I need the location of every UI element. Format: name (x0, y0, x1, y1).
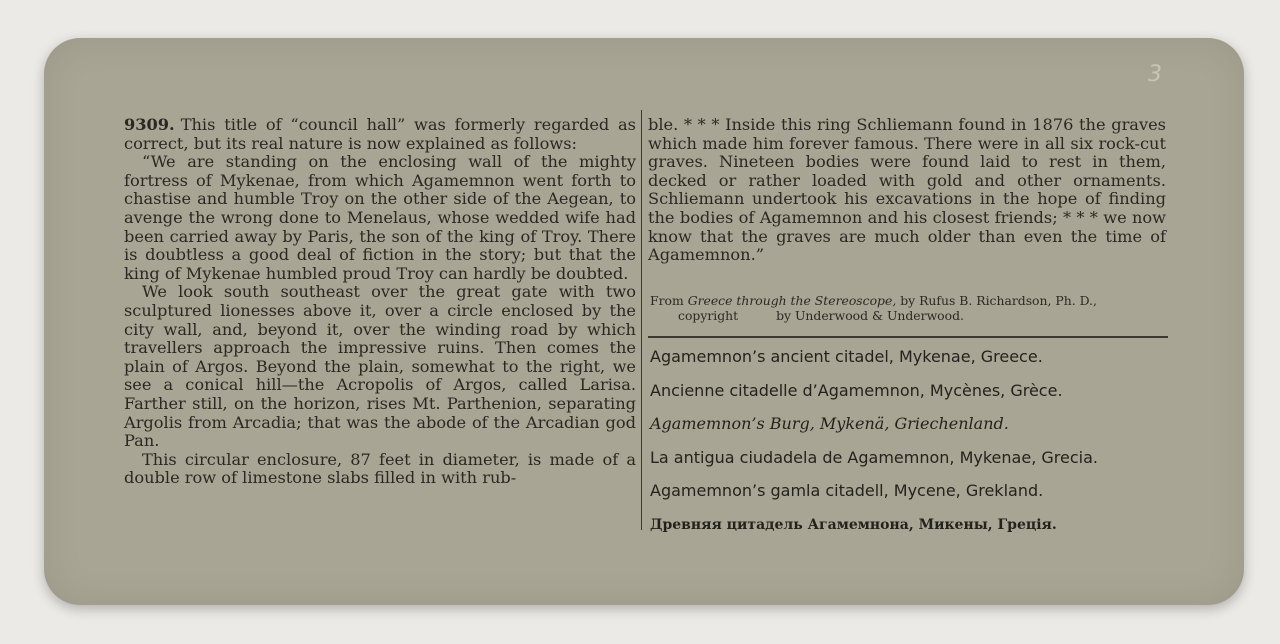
description-right-column (648, 116, 1166, 265)
source-credit (650, 293, 1168, 323)
paragraph-view: We look south southeast over the great gate with two sculptured lionesses above it, over a circle enclosed by the city wall, and, beyond it, over the winding road by which travellers approach the impressive ruins. Then comes the plain of Argos. Beyond the plain, somewhat to the right, we see a conical hill—the Acropolis of Argos, called Larisa. Farther still, on the horizon, rises Mt. Parthenion, separating Argolis from Arcadia; that was the abode of the Arcadian god Pan. (124, 282, 636, 451)
paragraph-graves: ble. * * * Inside this ring Schliemann found in 1876 the graves which made him forever famous. There were in all six rock-cut graves. Nineteen bodies were found laid to rest in them, decked or rather loaded with gold and other ornaments. Schliemann undertook his excavations in the hope of finding the bodies of Agamemnon and his closest friends; * * * we now know that the graves are much older than even the time of Agamemnon.” (648, 115, 1166, 265)
paragraph-intro-text: This title of “council hall” was formerly regarded as correct, but its real nature is now explained as follows: (124, 115, 636, 153)
paragraph-intro (124, 116, 636, 153)
title-russian: Древняя цитадель Агамемнона, Микены, Греція. (650, 516, 1057, 533)
multilingual-titles (650, 346, 1170, 547)
title-english: Agamemnon’s ancient citadel, Mykenae, Greece. (650, 347, 1043, 366)
paragraph-quote: “We are standing on the enclosing wall of the mighty fortress of Mykenae, from which Agamemnon went forth to chastise and humble Troy on the other side of the Aegean, to avenge the wrong done to Menelaus, whose wedded wife had been carried away by Paris, the son of the king of Troy. There is doubtless a good deal of fiction in the story; but that the king of Mykenae humbled proud Troy can hardly be doubted. (124, 152, 636, 283)
book-title: Greece through the Stereoscope, (687, 293, 897, 308)
title-german: Agamemnon’s Burg, Mykenä, Griechenland. (650, 414, 1009, 433)
titles-divider (648, 336, 1168, 338)
card-number: 9309. (124, 115, 175, 134)
title-swedish: Agamemnon’s gamla citadell, Mycene, Grekland. (650, 481, 1044, 500)
credit-line-1: From Greece through the Stereoscope, by Rufus B. Richardson, Ph. D., (650, 293, 1097, 308)
book-author: by Rufus B. Richardson, Ph. D., (900, 293, 1097, 308)
title-spanish: La antigua ciudadela de Agamemnon, Mykenae, Grecia. (650, 447, 1098, 467)
title-french: Ancienne citadelle d’Agamemnon, Mycènes, Grèce. (650, 380, 1063, 400)
paragraph-enclosure: This circular enclosure, 87 feet in diameter, is made of a double row of limestone slabs filled in with rub- (124, 449, 636, 488)
description-left-column (124, 116, 636, 488)
column-divider (641, 110, 642, 530)
pencil-mark: 3 (1148, 62, 1162, 87)
publisher: by Underwood & Underwood. (776, 308, 964, 323)
credit-line-2: copyright by Underwood & Underwood. (678, 308, 964, 323)
